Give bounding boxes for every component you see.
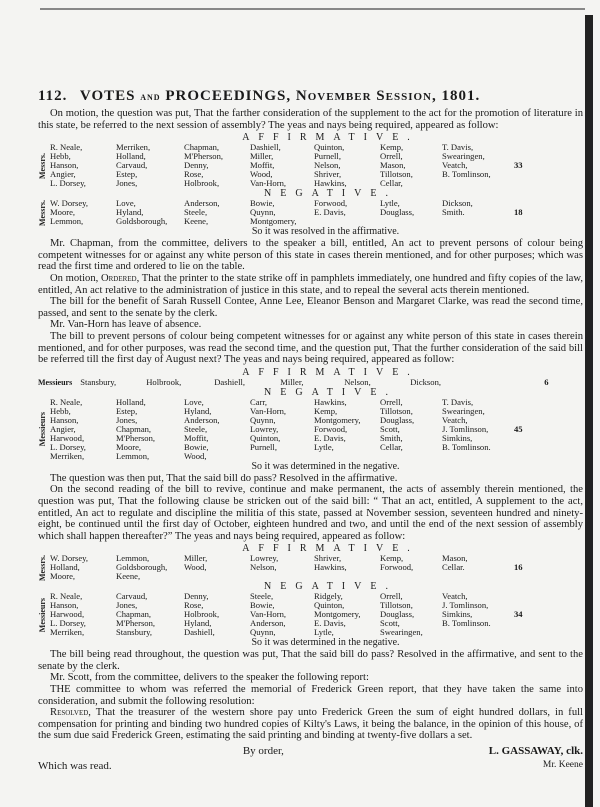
member-name: Hawkins, — [314, 396, 347, 407]
name-column — [442, 592, 514, 637]
member-name: Hyland, — [184, 618, 212, 629]
member-name: Stansbury, — [116, 627, 152, 638]
member-name: W. Dorsey, — [50, 553, 89, 564]
member-name: Stansbury, — [80, 376, 117, 387]
name-column — [116, 554, 184, 581]
member-name: Tillotson, — [380, 600, 413, 611]
paragraph: The bill being read throughout, the question was put, That the said bill do pass? Resolved in the affirmative, and sent to the senate by the clerk. — [38, 649, 583, 672]
neg-block — [38, 199, 583, 226]
document-page — [38, 88, 583, 772]
member-name: Smith. — [442, 207, 465, 218]
member-name: Nelson, — [314, 160, 341, 171]
neg-names — [50, 398, 534, 461]
member-name: Hyland, — [116, 207, 144, 218]
member-name: Dashiell, — [184, 627, 215, 638]
member-name: Steele, — [184, 207, 208, 218]
member-name: Van-Horn, — [250, 178, 287, 189]
name-column — [184, 199, 250, 226]
name-column — [380, 143, 442, 188]
name-column — [214, 378, 280, 387]
member-name: Quynn, — [250, 207, 276, 218]
member-name: Moore, — [50, 207, 76, 218]
member-name: Dickson, — [410, 376, 442, 387]
name-column — [184, 592, 250, 637]
ordered-label: Ordered, — [100, 272, 140, 284]
member-name: E. Davis, — [314, 207, 346, 218]
member-name: Montgomery, — [314, 609, 361, 620]
members-label: Messieurs — [38, 412, 47, 447]
member-name: Moore, — [50, 571, 76, 582]
member-name: J. Tomlinson, — [442, 600, 489, 611]
resolved-label: Resolved, — [50, 707, 91, 719]
affirmative-heading: AFFIRMATIVE. — [242, 132, 419, 144]
member-name: Holbrook, — [146, 376, 182, 387]
member-name: Anderson, — [184, 414, 220, 425]
paragraph: Mr. Scott, from the committee, delivers to the speaker the following report: — [50, 672, 369, 684]
paragraph: Mr. Van-Horn has leave of absence. — [50, 319, 202, 331]
paragraph — [38, 707, 583, 742]
member-name: Angier, — [50, 423, 76, 434]
member-name: Douglass, — [380, 609, 415, 620]
name-column — [380, 199, 442, 226]
signature-line — [38, 745, 583, 757]
member-name: Swearingen, — [442, 151, 485, 162]
name-column — [314, 554, 380, 581]
member-name: Hanson, — [50, 600, 79, 611]
page-number: 112. — [38, 88, 68, 104]
p12-text: That the treasurer of the western shore pay unto Frederick Green the sum of eight hundred dollars, in full compensation for printing and binding two hundred copies of Kilty's Laws, it being the balance, in the opinion of this house, of the sum due said Frederick Green, estimating the said printing and binding at twenty-five dollars a set. — [38, 707, 584, 742]
member-name: Carvaud, — [116, 591, 148, 602]
member-name: Hanson, — [50, 414, 79, 425]
vote-count: 34 — [514, 609, 523, 620]
member-name: Dashiell, — [250, 142, 281, 153]
affirmative-heading: AFFIRMATIVE. — [242, 543, 419, 555]
member-name: Miller, — [184, 553, 208, 564]
member-name: Quinton, — [250, 432, 281, 443]
neg-names — [50, 199, 534, 226]
vote-result: So it was resolved in the affirmative. — [251, 226, 400, 238]
member-name: Holbrook, — [184, 609, 220, 620]
negative-heading: NEGATIVE. — [264, 188, 397, 200]
member-name: Angier, — [50, 169, 76, 180]
member-name: M'Pherson, — [116, 432, 156, 443]
member-name: Anderson, — [250, 618, 286, 629]
member-name: R. Neale, — [50, 142, 83, 153]
name-column — [50, 143, 116, 188]
member-name: Simkins, — [442, 432, 473, 443]
page-header — [38, 88, 583, 105]
vote-tally — [38, 367, 583, 472]
signature: L. GASSAWAY, clk. — [488, 745, 583, 758]
empty-column — [472, 378, 544, 387]
name-column — [116, 143, 184, 188]
name-column — [250, 592, 314, 637]
name-column — [116, 199, 184, 226]
member-name: Mason, — [380, 160, 406, 171]
members-label: Messrs. — [38, 554, 47, 581]
member-name: Swearingen, — [380, 627, 423, 638]
p3-lead: On motion, — [50, 272, 99, 284]
name-column — [380, 554, 442, 581]
member-name: Merriken, — [50, 450, 85, 461]
member-name: Bowie, — [184, 441, 209, 452]
member-name: Chapman, — [116, 423, 152, 434]
member-name: Veatch, — [442, 591, 468, 602]
name-column — [184, 143, 250, 188]
member-name: Van-Horn, — [250, 609, 287, 620]
name-column — [184, 554, 250, 581]
member-name: Cellar, — [380, 178, 403, 189]
member-name: Merriken, — [116, 142, 151, 153]
member-name: E. Davis, — [314, 432, 346, 443]
member-name: Goldsborough, — [116, 562, 168, 573]
member-name: Smith, — [380, 432, 403, 443]
member-name: Estep, — [116, 405, 138, 416]
aff-block — [38, 378, 583, 387]
member-name: Steele, — [184, 423, 208, 434]
paragraph: THE committee to whom was referred the memorial of Frederick Green report, that they have taken the same into consideration, and submit the following resolution: — [38, 684, 583, 707]
member-name: Lytle, — [314, 627, 334, 638]
member-name: Bowie, — [250, 600, 275, 611]
name-column — [250, 554, 314, 581]
header-and: and — [140, 91, 161, 103]
member-name: Douglass, — [380, 414, 415, 425]
member-name: Holbrook, — [184, 178, 220, 189]
member-name: Forwood, — [380, 562, 414, 573]
member-name: Anderson, — [184, 198, 220, 209]
closing-line — [38, 760, 583, 772]
member-name: Lowrey, — [250, 423, 279, 434]
member-name: Moffit, — [184, 432, 209, 443]
member-name: Jones, — [116, 414, 138, 425]
paragraph — [38, 273, 583, 296]
name-column — [116, 592, 184, 637]
header-title-2: PROCEEDINGS, — [165, 88, 292, 104]
name-column — [442, 143, 514, 188]
member-name: Shriver, — [314, 169, 342, 180]
member-name: Lytle, — [380, 198, 400, 209]
member-name: Lemmon, — [50, 216, 84, 227]
member-name: Jones, — [116, 178, 138, 189]
catchword: Mr. Keene — [542, 760, 583, 771]
member-name: Lemmon, — [116, 553, 150, 564]
member-name: Scott, — [380, 618, 400, 629]
member-name: Keene, — [116, 571, 141, 582]
member-name: L. Dorsey, — [50, 441, 86, 452]
member-name: Keene, — [184, 216, 209, 227]
member-name: Dickson, — [442, 198, 473, 209]
member-name: T. Davis, — [442, 142, 474, 153]
aff-names — [80, 378, 564, 387]
member-name: J. Tomlinson, — [442, 423, 489, 434]
header-title: VOTES — [79, 88, 136, 104]
member-name: Purnell, — [314, 151, 341, 162]
member-name: Wood, — [184, 562, 207, 573]
which-was-read: Which was read. — [38, 760, 112, 773]
name-column — [410, 378, 472, 387]
member-name: Quynn, — [250, 627, 276, 638]
name-column — [50, 592, 116, 637]
member-name: Chapman, — [116, 609, 152, 620]
member-name: R. Neale, — [50, 591, 83, 602]
member-name: Holland, — [116, 151, 146, 162]
vote-count: 18 — [514, 207, 523, 218]
member-name: Love, — [116, 198, 136, 209]
paragraph: On the second reading of the bill to revive, continue and make permanent, the acts of assembly therein mentioned, the question was put, That the following clause be stricken out of the said bill: “ That an act, entitled, A supplement to the act, entitled, An act to regulate and discipline the militia of this state, passed at November session, seventeen hundred and ninety-eight, be continued until the first day of October, eighteen hundred and two, and until the end of the next session of assembly which shall happen thereafter?” The yeas and nays being required, appeared as follow: — [38, 484, 583, 542]
member-name: Jones, — [116, 600, 138, 611]
member-name: Ridgely, — [314, 591, 343, 602]
aff-names — [50, 143, 534, 188]
member-name: T. Davis, — [442, 396, 474, 407]
member-name: Quinton, — [314, 600, 345, 611]
name-column — [50, 199, 116, 226]
scan-edge — [40, 8, 585, 10]
member-name: Goldsborough, — [116, 216, 168, 227]
aff-block — [38, 554, 583, 581]
member-name: Rose, — [184, 600, 204, 611]
member-name: Harwood, — [50, 609, 85, 620]
negative-heading: NEGATIVE. — [264, 581, 397, 593]
name-column — [442, 554, 514, 581]
member-name: Simkins, — [442, 609, 473, 620]
name-column — [80, 378, 146, 387]
member-name: Kemp, — [380, 142, 404, 153]
vote-count: 45 — [514, 423, 523, 434]
member-name: Forwood, — [314, 423, 348, 434]
member-name: Hawkins, — [314, 178, 347, 189]
member-name: Wood, — [184, 450, 207, 461]
member-name: Orrell, — [380, 591, 403, 602]
neg-block — [38, 398, 583, 461]
members-label: Messieurs — [38, 377, 73, 387]
name-column — [314, 398, 380, 461]
member-name: Hanson, — [50, 160, 79, 171]
members-label: Messrs. — [38, 152, 47, 179]
member-name: Harwood, — [50, 432, 85, 443]
member-name: Cellar. — [442, 562, 465, 573]
member-name: Denny, — [184, 591, 209, 602]
member-name: L. Dorsey, — [50, 618, 86, 629]
member-name: B. Tomlinson. — [442, 441, 491, 452]
member-name: Van-Horn, — [250, 405, 287, 416]
member-name: Forwood, — [314, 198, 348, 209]
name-column — [250, 398, 314, 461]
name-column — [50, 398, 116, 461]
member-name: Moore, — [116, 441, 142, 452]
name-column — [50, 554, 116, 581]
paragraph: On motion, the question was put, That the farther consideration of the supplement to the act for the promotion of literature in this state, be referred to the next session of assembly? The yeas and nays being required, appeared as follow: — [38, 108, 583, 131]
member-name: Mason, — [442, 553, 468, 564]
vote-count: 33 — [514, 160, 523, 171]
name-column — [250, 143, 314, 188]
member-name: Holland, — [50, 562, 80, 573]
member-name: Hyland, — [184, 405, 212, 416]
member-name: Swearingen, — [442, 405, 485, 416]
member-name: Wood, — [250, 169, 273, 180]
vote-tally — [38, 132, 583, 237]
name-column — [380, 592, 442, 637]
member-name: Estep, — [116, 169, 138, 180]
member-name: Nelson, — [250, 562, 277, 573]
negative-heading: NEGATIVE. — [264, 386, 397, 398]
member-name: Montgomery, — [250, 216, 297, 227]
neg-names — [50, 592, 534, 637]
vote-count: 6 — [544, 376, 549, 387]
paragraph: The bill to prevent persons of colour being competent witnesses for or against any white person of this state in cases therein mentioned, and for other purposes, was read the second time, and the question put, That the further consideration of the said bill be referred till the first day of August next? The yeas and nays being required, appeared as follow: — [38, 330, 583, 366]
vote-result: So it was determined in the negative. — [251, 637, 400, 649]
member-name: Holland, — [116, 396, 146, 407]
aff-block — [38, 143, 583, 188]
member-name: Dashiell, — [214, 376, 246, 387]
member-name: Purnell, — [250, 441, 277, 452]
member-name: Kemp, — [314, 405, 338, 416]
member-name: Love, — [184, 396, 204, 407]
affirmative-heading: AFFIRMATIVE. — [242, 366, 419, 378]
name-column — [314, 143, 380, 188]
paragraph: Mr. Chapman, from the committee, delivers to the speaker a bill, entitled, An act to prevent persons of colour being competent witnesses for or against any white person of this state in cases therein mentioned, and for other purposes; which was read the first time and ordered to lie on the table. — [38, 238, 583, 273]
member-name: Shriver, — [314, 553, 342, 564]
member-name: Lemmon, — [116, 450, 150, 461]
members-label: Messrs. — [38, 199, 47, 226]
name-column — [314, 592, 380, 637]
name-column — [184, 398, 250, 461]
member-name: Lowrey, — [250, 553, 279, 564]
member-name: Steele, — [250, 591, 274, 602]
header-session: November Session, 1801. — [295, 88, 481, 104]
paragraph: The question was then put, That the said bill do pass? Resolved in the affirmative. — [50, 472, 398, 484]
member-name: Orrell, — [380, 396, 403, 407]
member-name: W. Dorsey, — [50, 198, 89, 209]
name-column — [442, 398, 514, 461]
neg-block — [38, 592, 583, 637]
member-name: Hebb, — [50, 405, 71, 416]
member-name: L. Dorsey, — [50, 178, 86, 189]
member-name: Kemp, — [380, 553, 404, 564]
member-name: Bowie, — [250, 198, 275, 209]
member-name: M'Pherson, — [116, 618, 156, 629]
name-column — [250, 199, 314, 226]
member-name: Cellar, — [380, 441, 403, 452]
aff-names — [50, 554, 534, 581]
member-name: B. Tomlinson, — [442, 169, 491, 180]
members-label: Messieurs — [38, 597, 47, 632]
member-name: Denny, — [184, 160, 209, 171]
member-name: Veatch, — [442, 414, 468, 425]
member-name: Carvaud, — [116, 160, 148, 171]
member-name: Lytle, — [314, 441, 334, 452]
member-name: Scott, — [380, 423, 400, 434]
member-name: Rose, — [184, 169, 204, 180]
member-name: Montgomery, — [314, 414, 361, 425]
member-name: Orrell, — [380, 151, 403, 162]
member-name: Tillotson, — [380, 169, 413, 180]
name-column — [344, 378, 410, 387]
scan-binding-shadow — [585, 15, 593, 807]
member-name: Hebb, — [50, 151, 71, 162]
name-column — [116, 398, 184, 461]
p3-text: That the printer to the state strike off in pamphlets immediately, one hundred and fifty copies of the law, entitled, An act relative to the administration of justice in this state, and to repeal the several acts therein mentioned. — [38, 272, 583, 296]
by-order: By order, — [242, 745, 284, 758]
member-name: Moffit, — [250, 160, 275, 171]
member-name: Miller, — [280, 376, 304, 387]
name-column — [146, 378, 214, 387]
vote-result: So it was determined in the negative. — [251, 460, 400, 472]
member-name: E. Davis, — [314, 618, 346, 629]
member-name: Douglass, — [380, 207, 415, 218]
member-name: Hawkins, — [314, 562, 347, 573]
name-column — [380, 398, 442, 461]
member-name: B. Tomlinson. — [442, 618, 491, 629]
name-column — [314, 199, 380, 226]
member-name: Chapman, — [184, 142, 220, 153]
member-name: Quynn, — [250, 414, 276, 425]
member-name: Nelson, — [344, 376, 371, 387]
vote-count: 16 — [514, 562, 523, 573]
paragraph: The bill for the benefit of Sarah Russell Contee, Anne Lee, Eleanor Benson and Margaret Clarke, was read the second time, passed, and sent to the senate by the clerk. — [38, 296, 583, 319]
name-column — [442, 199, 514, 226]
member-name: Carr, — [250, 396, 268, 407]
member-name: Miller, — [250, 151, 274, 162]
member-name: Merriken, — [50, 627, 85, 638]
member-name: Veatch, — [442, 160, 468, 171]
member-name: Quinton, — [314, 142, 345, 153]
member-name: R. Neale, — [50, 396, 83, 407]
member-name: Tillotson, — [380, 405, 413, 416]
name-column — [280, 378, 344, 387]
vote-tally — [38, 543, 583, 648]
member-name: M'Pherson, — [184, 151, 224, 162]
